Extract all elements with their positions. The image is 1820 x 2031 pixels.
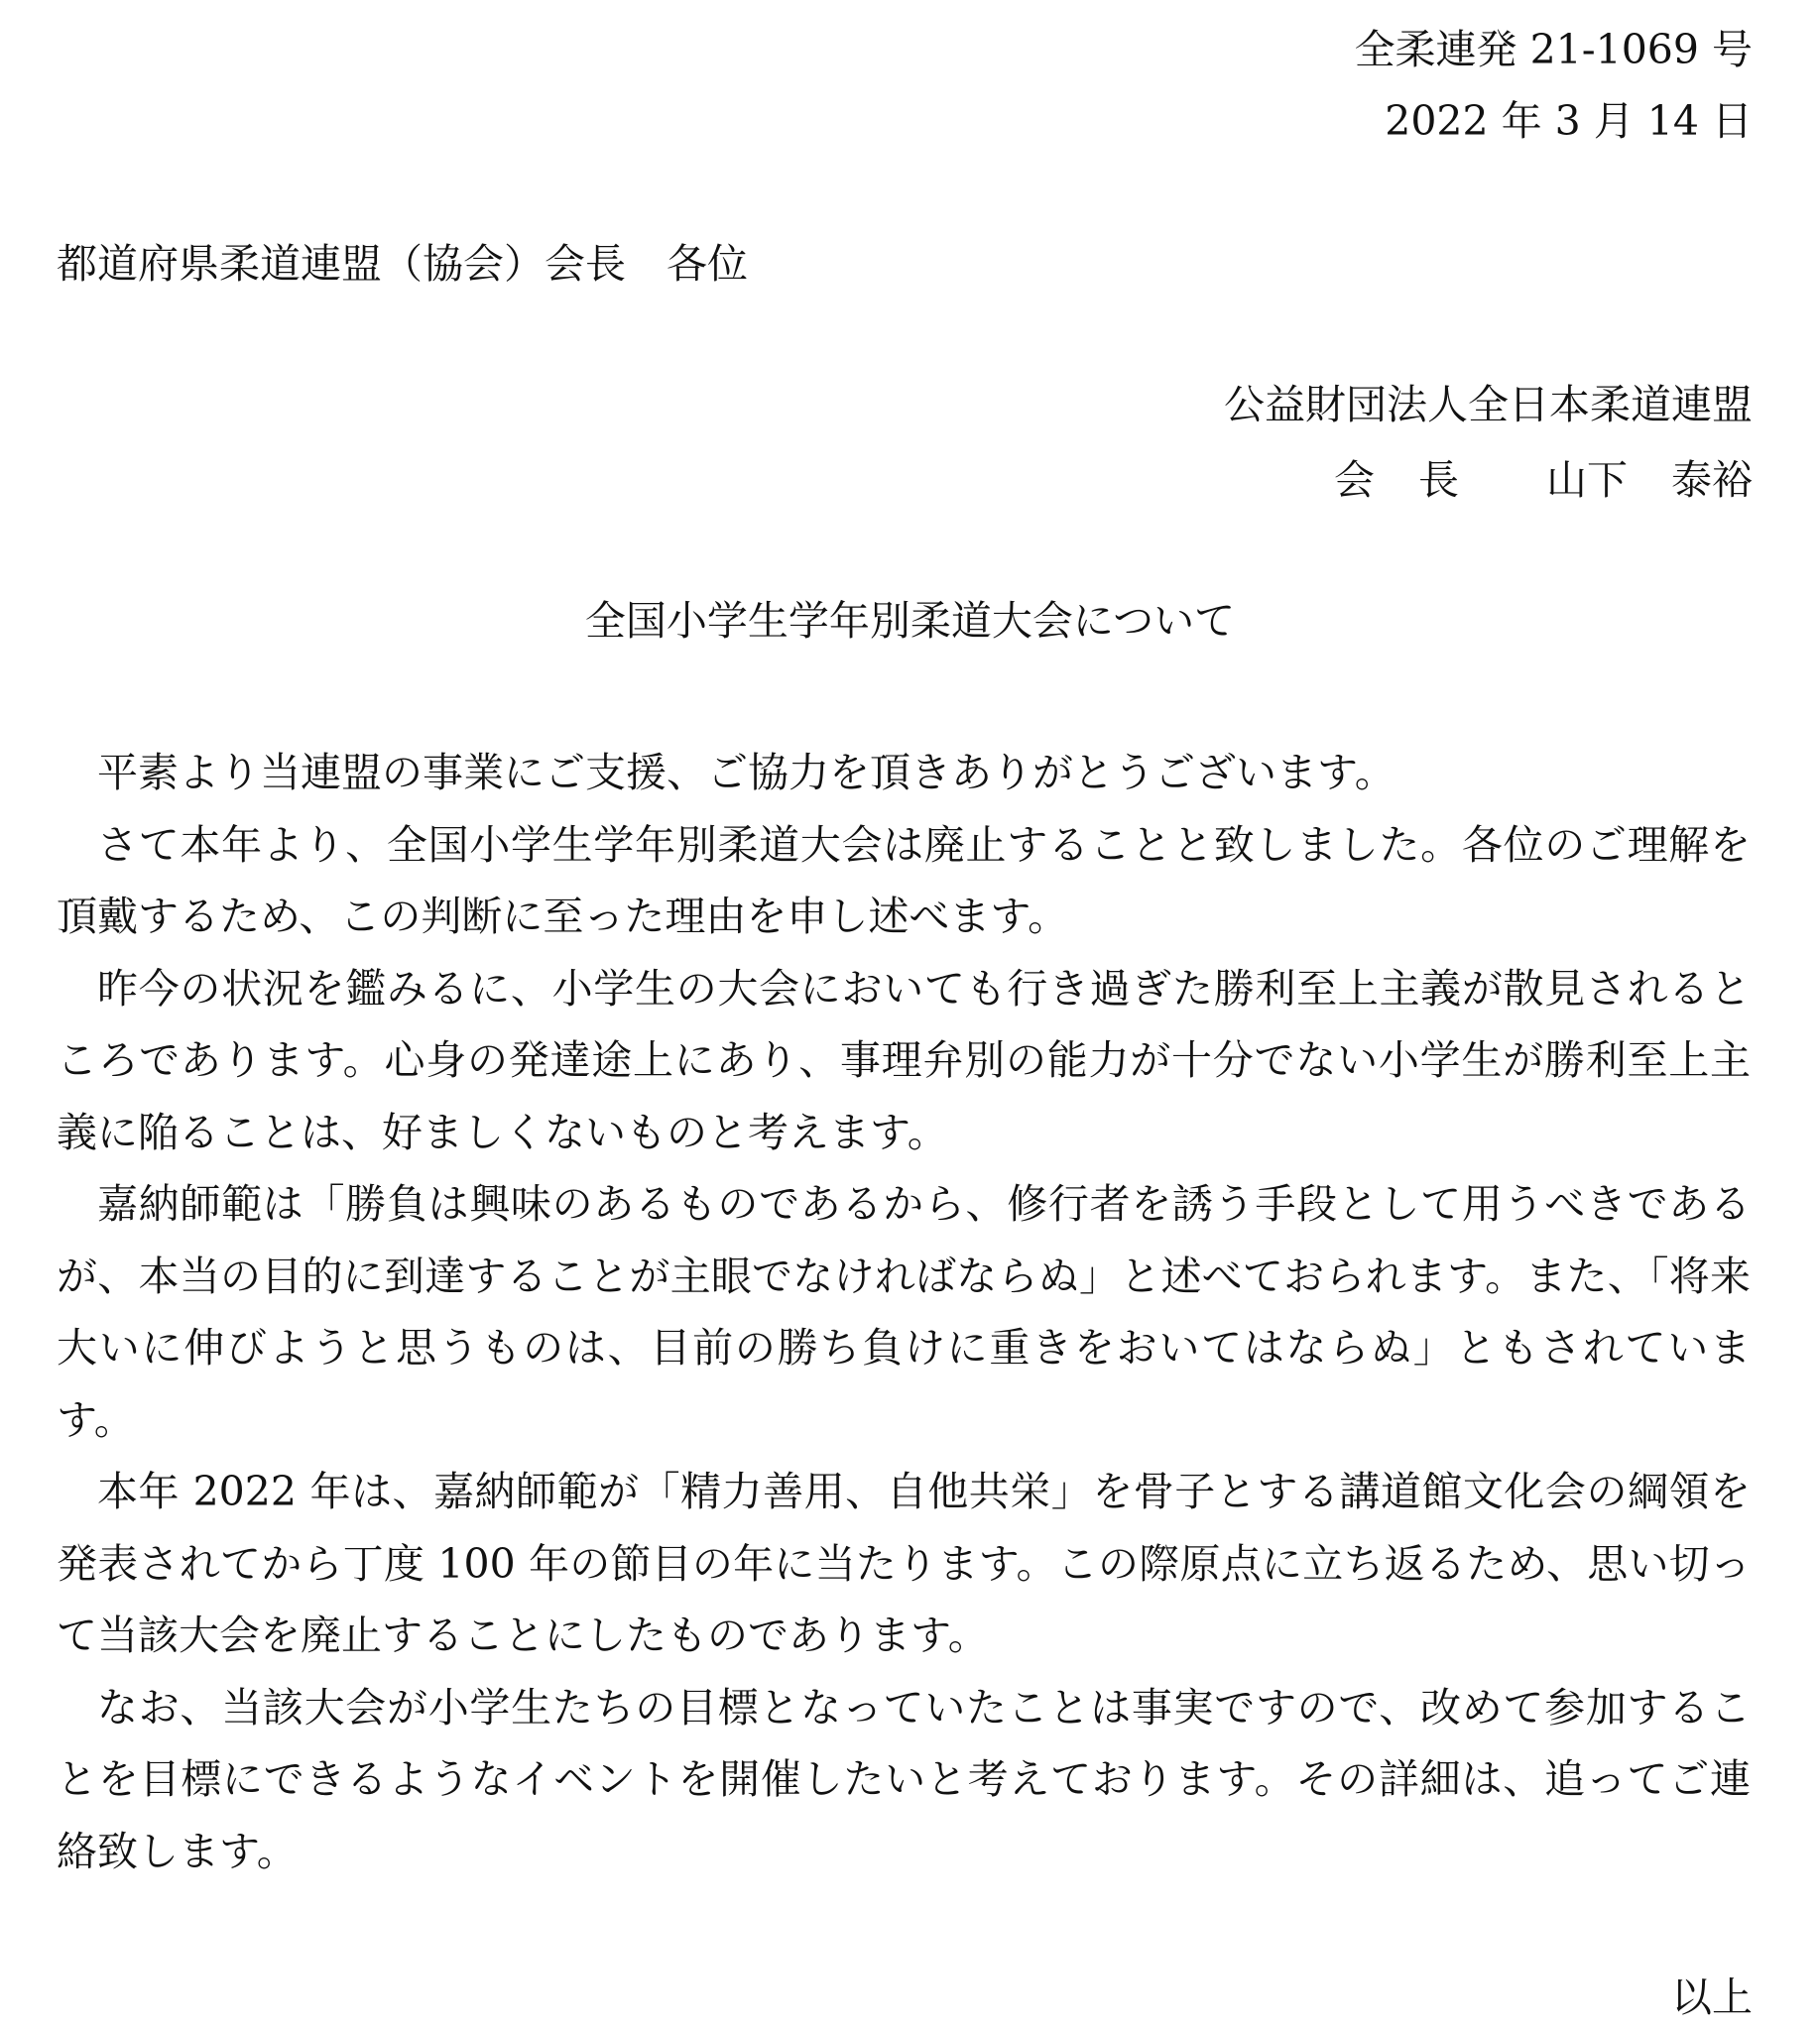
subject-title: 全国小学生学年別柔道大会について xyxy=(584,597,1236,645)
document-date: 2022 年 3 月 14 日 xyxy=(1385,97,1753,145)
letter-body xyxy=(57,737,1751,1887)
sender-organization: 公益財団法人全日本柔道連盟 xyxy=(1224,381,1753,428)
sender-title-char2: 長 xyxy=(1418,456,1459,504)
document-number: 全柔連発 21-1069 号 xyxy=(1354,26,1753,73)
paragraph: なお、当該大会が小学生たちの目標となっていたことは事実ですので、改めて参加することを目標にできるようなイベントを開催したいと考えております。その詳細は、追ってご連絡致します。 xyxy=(57,1683,1751,1875)
sender-signature xyxy=(1334,456,1753,504)
addressee: 都道府県柔道連盟（協会）会長 各位 xyxy=(57,240,748,288)
paragraph: 本年 2022 年は、嘉納師範が「精力善用、自他共栄」を骨子とする講道館文化会の綱領を発表されてから丁度 100 年の節目の年に当たります。この際原点に立ち返るため、思い切って当該大会を廃止することにしたものであります。 xyxy=(57,1468,1751,1659)
closing-mark: 以上 xyxy=(1671,1973,1753,2021)
sender-family-name: 山下 xyxy=(1546,456,1628,504)
sender-title-char1: 会 xyxy=(1334,456,1375,504)
paragraph: 平素より当連盟の事業にご支援、ご協力を頂きありがとうございます。 xyxy=(97,749,1395,796)
paragraph: さて本年より、全国小学生学年別柔道大会は廃止することと致しました。各位のご理解を頂戴するため、この判断に至った理由を申し述べます。 xyxy=(57,820,1751,940)
paragraph: 昨今の状況を鑑みるに、小学生の大会においても行き過ぎた勝利至上主義が散見されるところであります。心身の発達途上にあり、事理弁別の能力が十分でない小学生が勝利至上主義に陥ることは、好ましくないものと考えます。 xyxy=(57,964,1751,1156)
paragraph: 嘉納師範は「勝負は興味のあるものであるから、修行者を誘う手段として用うべきであるが、本当の目的に到達することが主眼でなければならぬ」と述べておられます。また、「将来大いに伸びようと思うものは、目前の勝ち負けに重きをおいてはならぬ」ともされています。 xyxy=(57,1180,1751,1444)
sender-given-name: 泰裕 xyxy=(1671,456,1753,504)
